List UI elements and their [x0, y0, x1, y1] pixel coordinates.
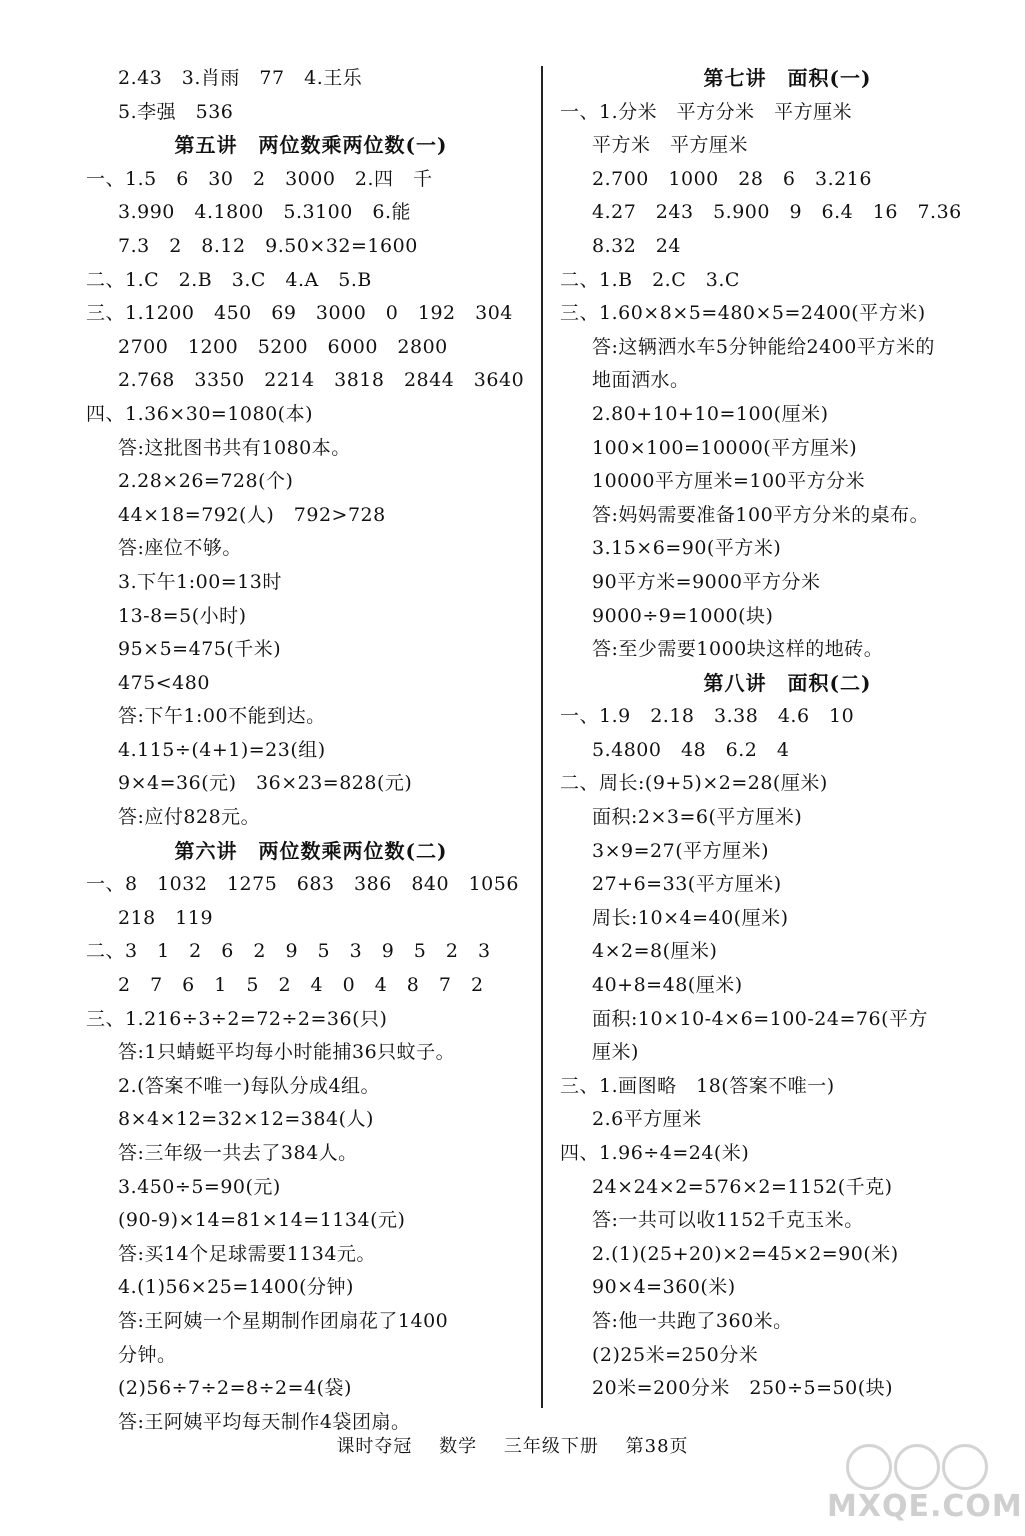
watermark-logo — [827, 1444, 1023, 1528]
answer-line: 27+6=33(平方厘米) — [592, 873, 782, 896]
answer-line: 三、1.60×8×5=480×5=2400(平方米) — [560, 302, 926, 325]
answer-line: 周长:10×4=40(厘米) — [592, 906, 789, 929]
answer-line: 5.4800 48 6.2 4 — [592, 738, 790, 761]
answer-line: 90平方米=9000平方分米 — [592, 570, 821, 593]
answer-line: 二、1.C 2.B 3.C 4.A 5.B — [86, 268, 372, 291]
answer-line: 2.6平方厘米 — [592, 1108, 702, 1131]
column-divider — [541, 66, 543, 1408]
answer-line: 面积:2×3=6(平方厘米) — [592, 806, 803, 829]
answer-line: 答:这辆洒水车5分钟能给2400平方米的 — [592, 335, 935, 358]
answer-line: 9000÷9=1000(块) — [592, 604, 774, 627]
answer-line: 2.700 1000 28 6 3.216 — [592, 167, 872, 190]
answer-line: 4.115÷(4+1)=23(组) — [118, 738, 326, 761]
answer-line: 13-8=5(小时) — [118, 604, 247, 627]
answer-line: 40+8=48(厘米) — [592, 974, 743, 997]
answer-line: 2.28×26=728(个) — [118, 470, 294, 493]
footer-subject: 数学 — [439, 1436, 478, 1457]
answer-line: 90×4=360(米) — [592, 1276, 736, 1299]
answer-line: 7.3 2 8.12 9.50×32=1600 — [118, 234, 418, 257]
answer-line: 答:王阿姨一个星期制作团扇花了1400 — [118, 1309, 449, 1332]
answer-line: 四、1.36×30=1080(本) — [86, 402, 314, 425]
answer-line: 答:这批图书共有1080本。 — [118, 436, 351, 459]
answer-line: 一、1.5 6 30 2 3000 2.四 千 — [86, 167, 433, 190]
answer-line: 2 7 6 1 5 2 4 0 4 8 7 2 — [118, 974, 484, 997]
answer-line: (90-9)×14=81×14=1134(元) — [118, 1209, 406, 1232]
answer-line: 3.450÷5=90(元) — [118, 1175, 281, 1198]
answer-line: 答:买14个足球需要1134元。 — [118, 1242, 376, 1265]
answer-line: 一、1.9 2.18 3.38 4.6 10 — [560, 705, 855, 728]
answer-line: 2.43 3.肖雨 77 4.王乐 — [118, 67, 363, 89]
right-column — [560, 62, 1015, 1406]
section-heading: 第五讲 两位数乘两位数(一) — [174, 133, 448, 158]
answer-line: 2.(答案不唯一)每队分成4组。 — [118, 1074, 381, 1097]
answer-line: 答:座位不够。 — [118, 537, 242, 560]
left-column — [86, 62, 536, 1439]
answer-line: 分钟。 — [118, 1343, 177, 1366]
answer-line: 5.李强 536 — [118, 100, 234, 123]
answer-line: 3.下午1:00=13时 — [118, 570, 282, 593]
answer-line: 2.768 3350 2214 3818 2844 3640 — [118, 369, 525, 392]
section-heading: 第八讲 面积(二) — [703, 670, 872, 695]
answer-line: 一、8 1032 1275 683 386 840 1056 — [86, 873, 519, 896]
answer-line: 二、1.B 2.C 3.C — [560, 268, 740, 291]
answer-line: 面积:10×10-4×6=100-24=76(平方 — [592, 1007, 928, 1030]
answer-line: 三、1.1200 450 69 3000 0 192 304 — [86, 302, 513, 325]
answer-line: 475<480 — [118, 671, 210, 694]
answer-line: 答:王阿姨平均每天制作4袋团扇。 — [118, 1410, 411, 1433]
answer-line: 三、1.画图略 18(答案不唯一) — [560, 1074, 835, 1097]
answer-line: 答:下午1:00不能到达。 — [118, 705, 326, 728]
answer-line: (2)56÷7÷2=8÷2=4(袋) — [118, 1377, 352, 1400]
answer-line: 44×18=792(人) 792>728 — [118, 503, 386, 526]
footer-book-title: 课时夺冠 — [336, 1436, 413, 1457]
answer-line: (2)25米=250分米 — [592, 1343, 759, 1366]
answer-line: 9×4=36(元) 36×23=828(元) — [118, 772, 413, 795]
answer-line: 答:1只蜻蜓平均每小时能捕36只蚊子。 — [118, 1041, 456, 1064]
answer-line: 答:应付828元。 — [118, 806, 261, 829]
answer-line: 3.15×6=90(平方米) — [592, 537, 782, 560]
answer-line: 2.(1)(25+20)×2=45×2=90(米) — [592, 1242, 899, 1265]
answer-line: 4×2=8(厘米) — [592, 940, 718, 963]
answer-line: 3.990 4.1800 5.3100 6.能 — [118, 201, 411, 224]
answer-line: 一、1.分米 平方分米 平方厘米 — [560, 100, 853, 123]
answer-line: 4.27 243 5.900 9 6.4 16 7.36 — [592, 201, 962, 224]
answer-line: 218 119 — [118, 906, 214, 929]
answer-line: 地面洒水。 — [592, 369, 690, 392]
answer-line: 二、3 1 2 6 2 9 5 3 9 5 2 3 — [86, 940, 491, 963]
section-heading: 第七讲 面积(一) — [703, 66, 872, 90]
answer-line: 答:三年级一共去了384人。 — [118, 1142, 358, 1164]
answer-line: 95×5=475(千米) — [118, 638, 282, 661]
answer-line: 24×24×2=576×2=1152(千克) — [592, 1175, 893, 1198]
answer-line: 2700 1200 5200 6000 2800 — [118, 335, 448, 358]
footer-page-number: 第38页 — [625, 1436, 689, 1457]
watermark-stamp-icon — [832, 1444, 1002, 1490]
watermark-site: MXQE.COM — [827, 1489, 1023, 1524]
answer-line: 20米=200分米 250÷5=50(块) — [592, 1377, 894, 1400]
answer-line: 厘米) — [592, 1041, 639, 1064]
answer-line: 答:他一共跑了360米。 — [592, 1309, 793, 1332]
answer-line: 8.32 24 — [592, 234, 681, 257]
answer-line: 10000平方厘米=100平方分米 — [592, 470, 866, 493]
answer-line: 平方米 平方厘米 — [592, 134, 749, 157]
answer-line: 四、1.96÷4=24(米) — [560, 1142, 750, 1164]
answer-line: 100×100=10000(平方厘米) — [592, 436, 858, 459]
answer-line: 答:妈妈需要准备100平方分米的桌布。 — [592, 503, 930, 526]
section-heading: 第六讲 两位数乘两位数(二) — [174, 838, 448, 863]
answer-line: 答:一共可以收1152千克玉米。 — [592, 1209, 864, 1232]
answer-line: 3×9=27(平方厘米) — [592, 839, 770, 862]
answer-line: 2.80+10+10=100(厘米) — [592, 402, 829, 425]
answer-line: 8×4×12=32×12=384(人) — [118, 1108, 374, 1131]
answer-line: 4.(1)56×25=1400(分钟) — [118, 1276, 354, 1299]
answer-line: 三、1.216÷3÷2=72÷2=36(只) — [86, 1007, 388, 1030]
footer-grade: 三年级下册 — [503, 1436, 599, 1457]
answer-line: 二、周长:(9+5)×2=28(厘米) — [560, 772, 828, 795]
answer-line: 答:至少需要1000块这样的地砖。 — [592, 638, 884, 661]
